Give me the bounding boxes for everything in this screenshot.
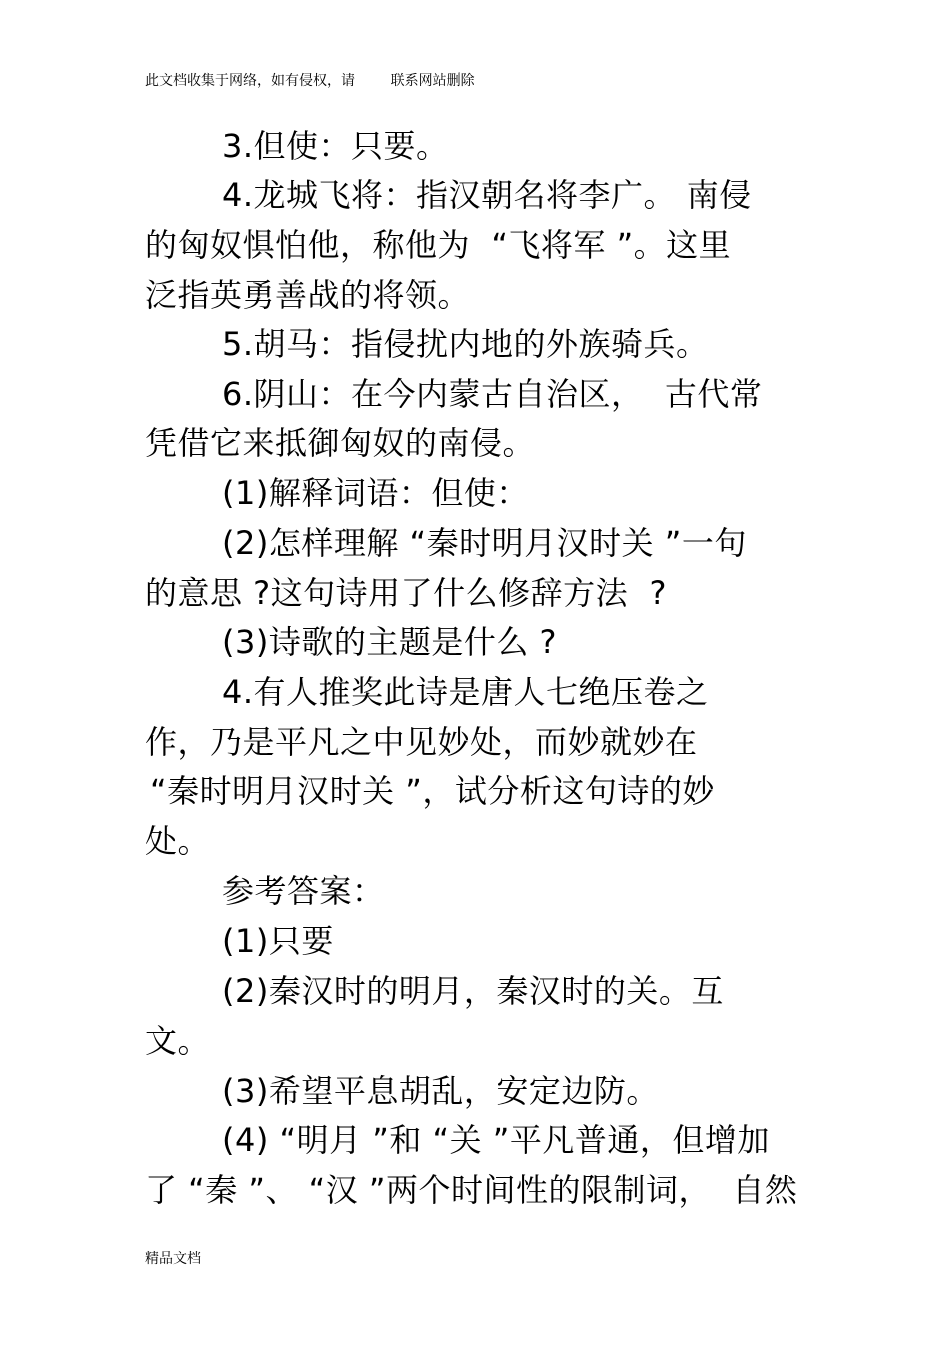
text-line: 处。: [145, 822, 211, 860]
text-line: 5.胡马：指侵扰内地的外族骑兵。: [222, 325, 709, 363]
text-line: (3)诗歌的主题是什么 ?: [222, 623, 557, 661]
text-line: “秦时明月汉时关 ”，试分析这句诗的妙: [150, 772, 715, 810]
text-line: 4.有人推奖此诗是唐人七绝压卷之: [222, 673, 709, 711]
text-line: 的意思 ?这句诗用了什么修辞方法 ?: [145, 574, 667, 612]
text-line: 6.阴山：在今内蒙古自治区， 古代常: [222, 375, 763, 413]
text-line: 凭借它来抵御匈奴的南侵。: [145, 424, 536, 462]
text-line: 泛指英勇善战的将领。: [145, 276, 471, 314]
text-line: 4.龙城飞将：指汉朝名将李广。 南侵: [222, 176, 752, 214]
page-header: 此文档收集于网络，如有侵权，请 联系网站删除: [145, 73, 475, 89]
text-line: 作，乃是平凡之中见妙处，而妙就妙在: [145, 723, 698, 761]
text-line: 了 “秦 ”、 “汉 ”两个时间性的限制词， 自然: [145, 1171, 798, 1209]
text-line: (1)解释词语：但使：: [222, 474, 529, 512]
text-line: (1)只要: [222, 922, 334, 960]
text-line: (3)希望平息胡乱，安定边防。: [222, 1072, 659, 1110]
text-line: (4) “明月 ”和 “关 ”平凡普通，但增加: [222, 1121, 770, 1159]
text-line: (2)怎样理解 “秦时明月汉时关 ”一句: [222, 524, 747, 562]
text-line: 3.但使：只要。: [222, 127, 449, 165]
text-line: 文。: [145, 1022, 211, 1060]
text-line: 的匈奴惧怕他，称他为 “飞将军 ”。这里: [145, 226, 732, 264]
text-line: 参考答案：: [222, 872, 385, 910]
text-line: (2)秦汉时的明月，秦汉时的关。互: [222, 972, 724, 1010]
page-footer: 精品文档: [145, 1251, 201, 1267]
